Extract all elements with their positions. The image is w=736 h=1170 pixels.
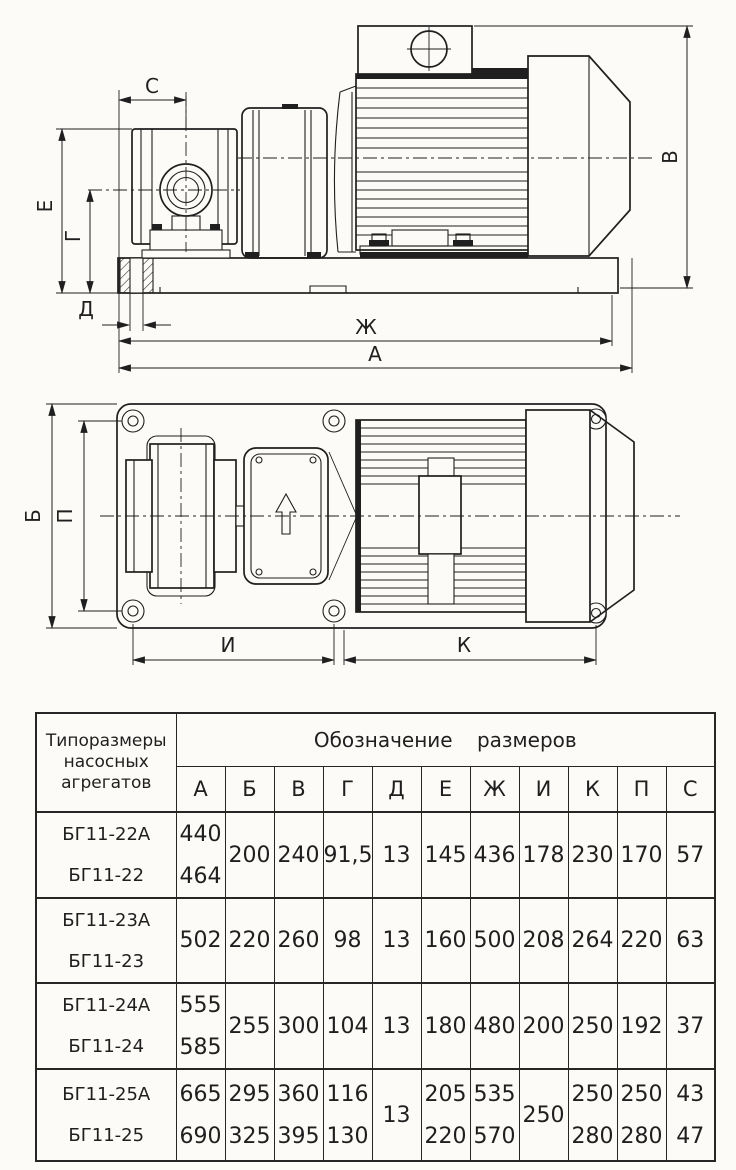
- dim-value-cell: [176, 983, 225, 1069]
- dim-value: 280: [620, 1123, 663, 1149]
- column-header: Г: [323, 766, 372, 812]
- dim-label-i: И: [220, 633, 236, 657]
- dim-value-cell: 13: [372, 983, 421, 1069]
- coupling-guard-side: [242, 104, 327, 258]
- dim-value-cell: 98: [323, 898, 372, 983]
- pump-model-cell: [36, 898, 176, 983]
- column-header: И: [519, 766, 568, 812]
- table-row: [36, 1069, 715, 1161]
- model-name: БГ11-23: [68, 950, 145, 972]
- dim-value: 280: [571, 1123, 614, 1149]
- dim-value: 665: [179, 1081, 222, 1107]
- dim-value-cell: [666, 1069, 715, 1161]
- dimensions-table: [35, 712, 716, 1162]
- dim-value-cell: 91,5: [323, 812, 372, 898]
- column-header: Е: [421, 766, 470, 812]
- model-name: БГ11-23А: [62, 909, 151, 931]
- dim-label-a: А: [368, 342, 382, 366]
- dim-value: 535: [473, 1081, 516, 1107]
- dimensions-span-header: Обозначение размеров: [176, 713, 715, 766]
- table-row: [36, 898, 715, 983]
- dim-value-cell: 13: [372, 898, 421, 983]
- model-name: БГ11-25: [68, 1125, 145, 1146]
- dim-value-cell: [176, 812, 225, 898]
- dim-label-p: П: [53, 508, 77, 524]
- dim-value-cell: [176, 1069, 225, 1161]
- dim-value: 220: [424, 1123, 467, 1149]
- dim-value-cell: 264: [568, 898, 617, 983]
- dim-value-cell: [323, 1069, 372, 1161]
- dim-value-cell: 13: [372, 812, 421, 898]
- dim-label-d: Д: [78, 297, 94, 321]
- dim-value-cell: 208: [519, 898, 568, 983]
- pump-model-cell: [36, 812, 176, 898]
- corner-header-line: насосных: [63, 751, 149, 772]
- corner-header-line: агрегатов: [61, 773, 152, 794]
- dim-value-cell: 104: [323, 983, 372, 1069]
- dim-label-v: В: [658, 150, 682, 164]
- dim-value-cell: 178: [519, 812, 568, 898]
- dim-value: 690: [179, 1123, 222, 1149]
- dim-value-cell: [470, 1069, 519, 1161]
- dim-label-g: Г: [61, 229, 85, 243]
- dim-value-cell: [568, 1069, 617, 1161]
- dim-value: 464: [179, 863, 222, 889]
- dim-value-cell: 480: [470, 983, 519, 1069]
- dim-value: 555: [179, 992, 222, 1018]
- dim-value-cell: [225, 1069, 274, 1161]
- pump-model-cell: [36, 1069, 176, 1161]
- model-name: БГ11-22А: [62, 824, 151, 845]
- dim-value-cell: 13: [372, 1069, 421, 1161]
- dim-value-cell: 500: [470, 898, 519, 983]
- column-header: А: [176, 766, 225, 812]
- dim-value-cell: 250: [519, 1069, 568, 1161]
- dim-value-cell: [421, 1069, 470, 1161]
- table-row: [36, 983, 715, 1069]
- column-header: П: [617, 766, 666, 812]
- dim-value-cell: 300: [274, 983, 323, 1069]
- dim-value-cell: 160: [421, 898, 470, 983]
- corner-header-line: Типоразмеры: [45, 730, 167, 751]
- dim-value-cell: 37: [666, 983, 715, 1069]
- side-view-drawing: [0, 0, 736, 390]
- dim-value: 585: [179, 1034, 222, 1060]
- column-header: В: [274, 766, 323, 812]
- dim-value: 325: [228, 1123, 271, 1149]
- dim-value-cell: 502: [176, 898, 225, 983]
- dim-value-cell: 230: [568, 812, 617, 898]
- dim-value: 43: [676, 1081, 705, 1107]
- dim-value: 570: [473, 1123, 516, 1149]
- column-header: Ж: [470, 766, 519, 812]
- dim-label-k: К: [456, 633, 472, 657]
- dim-label-s: С: [145, 74, 159, 98]
- dim-label-b: Б: [21, 509, 45, 523]
- model-name: БГ11-25А: [62, 1084, 151, 1105]
- dim-value-cell: 200: [225, 812, 274, 898]
- dim-value-cell: [617, 1069, 666, 1161]
- dim-value-cell: 436: [470, 812, 519, 898]
- motor-side: [334, 26, 630, 258]
- baseplate-side: [118, 258, 618, 293]
- dim-value: 130: [326, 1123, 369, 1149]
- table-corner-header: [36, 713, 176, 812]
- dim-value-cell: 260: [274, 898, 323, 983]
- fan-cowl: [528, 56, 630, 256]
- dim-value-cell: 220: [225, 898, 274, 983]
- model-name: БГ11-24: [68, 1036, 145, 1057]
- dim-value: 116: [326, 1081, 369, 1107]
- column-header: Д: [372, 766, 421, 812]
- dim-label-e: Е: [33, 199, 57, 213]
- terminal-box-plan: [419, 476, 461, 554]
- dim-value-cell: 63: [666, 898, 715, 983]
- dim-value-cell: 240: [274, 812, 323, 898]
- column-header: Б: [225, 766, 274, 812]
- dim-value-cell: 250: [568, 983, 617, 1069]
- dim-value: 250: [571, 1081, 614, 1107]
- dim-value: 205: [424, 1081, 467, 1107]
- dim-value-cell: 57: [666, 812, 715, 898]
- dim-value-cell: [274, 1069, 323, 1161]
- dim-value-cell: 220: [617, 898, 666, 983]
- dim-value: 360: [277, 1081, 320, 1107]
- dim-value-cell: 145: [421, 812, 470, 898]
- anchor-bolt: [120, 258, 153, 331]
- model-name: БГ11-22: [68, 865, 145, 886]
- dim-value: 395: [277, 1123, 320, 1149]
- dim-value: 47: [676, 1123, 705, 1149]
- dim-value: 295: [228, 1081, 271, 1107]
- dim-value: 250: [620, 1081, 663, 1107]
- dim-value: 440: [179, 821, 222, 847]
- pump-side: [132, 129, 237, 258]
- plan-view-drawing: [0, 390, 736, 700]
- dim-value-cell: 180: [421, 983, 470, 1069]
- pump-model-cell: [36, 983, 176, 1069]
- column-header: К: [568, 766, 617, 812]
- column-header: С: [666, 766, 715, 812]
- dim-label-zh: Ж: [355, 315, 377, 339]
- dim-value-cell: 200: [519, 983, 568, 1069]
- model-name: БГ11-24А: [62, 995, 151, 1016]
- dim-value-cell: 170: [617, 812, 666, 898]
- table-row: [36, 812, 715, 898]
- dim-value-cell: 255: [225, 983, 274, 1069]
- dim-value-cell: 192: [617, 983, 666, 1069]
